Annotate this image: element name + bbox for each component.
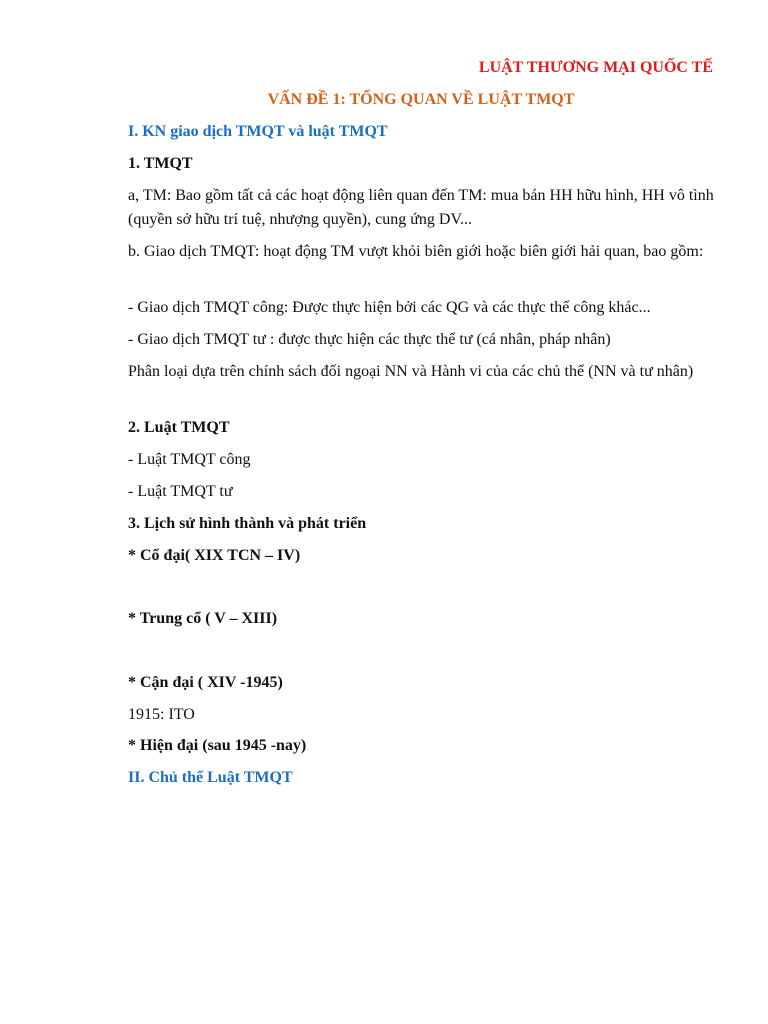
paragraph-a: a, TM: Bao gồm tất cả các hoạt động liên quan đến TM: mua bán HH hữu hình, HH vô tình (quyền sở hữu trí tuệ, nhượng quyền), cung ứng DV... <box>128 187 714 228</box>
law-public-item: - Luật TMQT công <box>128 451 251 468</box>
era-modern: * Hiện đại (sau 1945 -nay) <box>128 737 307 754</box>
era-early-modern: * Cận đại ( XIV -1945) <box>128 674 283 691</box>
bullet-public-transaction: - Giao dịch TMQT công: Được thực hiện bởi các QG và các thực thể công khác... <box>128 299 651 316</box>
subsection2-heading: 2. Luật TMQT <box>128 419 230 436</box>
document-subtitle: VẤN ĐỀ 1: TỔNG QUAN VỀ LUẬT TMQT <box>267 91 575 108</box>
law-private-item: - Luật TMQT tư <box>128 483 233 500</box>
paragraph-classification: Phân loại dựa trên chính sách đối ngoại NN và Hành vi của các chủ thể (NN và tư nhân) <box>128 363 694 380</box>
section1-heading: I. KN giao dịch TMQT và luật TMQT <box>128 123 388 140</box>
era-medieval: * Trung cổ ( V – XIII) <box>128 610 278 627</box>
subsection3-heading: 3. Lịch sử hình thành và phát triển <box>128 515 367 532</box>
document-title: LUẬT THƯƠNG MẠI QUỐC TẾ <box>478 59 713 76</box>
paragraph-b: b. Giao dịch TMQT: hoạt động TM vượt khỏi biên giới hoặc biên giới hải quan, bao gồm: <box>128 243 704 260</box>
bullet-private-transaction: - Giao dịch TMQT tư : được thực hiện các thực thể tư (cá nhân, pháp nhân) <box>128 331 611 348</box>
section2-heading: II. Chủ thể Luật TMQT <box>128 769 293 786</box>
era-ancient: * Cổ đại( XIX TCN – IV) <box>128 547 301 564</box>
event-1915: 1915: ITO <box>128 706 195 723</box>
subsection1-heading: 1. TMQT <box>128 155 193 172</box>
